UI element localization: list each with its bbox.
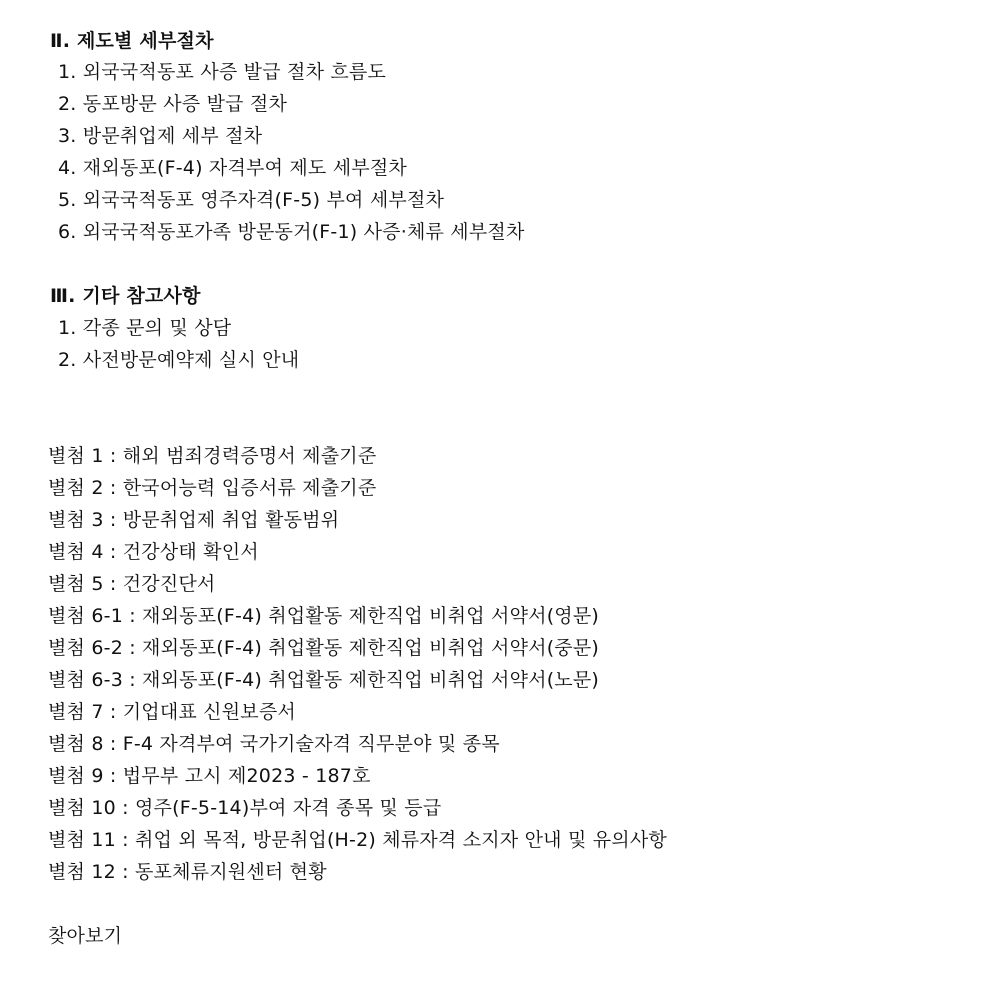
attachment-12: 별첨 12 : 동포체류지원센터 현황 — [48, 861, 327, 883]
section-2-item-3: 3. 방문취업제 세부 절차 — [58, 125, 263, 147]
section-3-item-1: 1. 각종 문의 및 상담 — [58, 317, 232, 339]
section-2-item-6: 6. 외국국적동포가족 방문동거(F-1) 사증·체류 세부절차 — [58, 221, 525, 243]
section-2-item-5: 5. 외국국적동포 영주자격(F-5) 부여 세부절차 — [58, 189, 445, 211]
attachment-1: 별첨 1 : 해외 범죄경력증명서 제출기준 — [48, 445, 377, 467]
attachment-11: 별첨 11 : 취업 외 목적, 방문취업(H-2) 체류자격 소지자 안내 및 유의사항 — [48, 829, 667, 851]
section-2-heading: Ⅱ. 제도별 세부절차 — [50, 30, 214, 52]
attachment-3: 별첨 3 : 방문취업제 취업 활동범위 — [48, 509, 340, 531]
attachment-10: 별첨 10 : 영주(F-5-14)부여 자격 종목 및 등급 — [48, 797, 442, 819]
attachment-7: 별첨 7 : 기업대표 신원보증서 — [48, 701, 296, 723]
attachment-9: 별첨 9 : 법무부 고시 제2023 - 187호 — [48, 765, 371, 787]
attachment-4: 별첨 4 : 건강상태 확인서 — [48, 541, 259, 563]
section-2-item-1: 1. 외국국적동포 사증 발급 절차 흐름도 — [58, 61, 387, 83]
section-3-heading: Ⅲ. 기타 참고사항 — [50, 285, 201, 307]
attachment-8: 별첨 8 : F-4 자격부여 국가기술자격 직무분야 및 종목 — [48, 733, 500, 755]
attachment-2: 별첨 2 : 한국어능력 입증서류 제출기준 — [48, 477, 377, 499]
section-2-item-2: 2. 동포방문 사증 발급 절차 — [58, 93, 288, 115]
section-3-item-2: 2. 사전방문예약제 실시 안내 — [58, 349, 300, 371]
index-link[interactable]: 찾아보기 — [48, 925, 123, 947]
attachment-6-2: 별첨 6-2 : 재외동포(F-4) 취업활동 제한직업 비취업 서약서(중문) — [48, 637, 600, 659]
attachment-6-3: 별첨 6-3 : 재외동포(F-4) 취업활동 제한직업 비취업 서약서(노문) — [48, 669, 600, 691]
attachment-6-1: 별첨 6-1 : 재외동포(F-4) 취업활동 제한직업 비취업 서약서(영문) — [48, 605, 600, 627]
attachment-5: 별첨 5 : 건강진단서 — [48, 573, 216, 595]
section-2-item-4: 4. 재외동포(F-4) 자격부여 제도 세부절차 — [58, 157, 407, 179]
